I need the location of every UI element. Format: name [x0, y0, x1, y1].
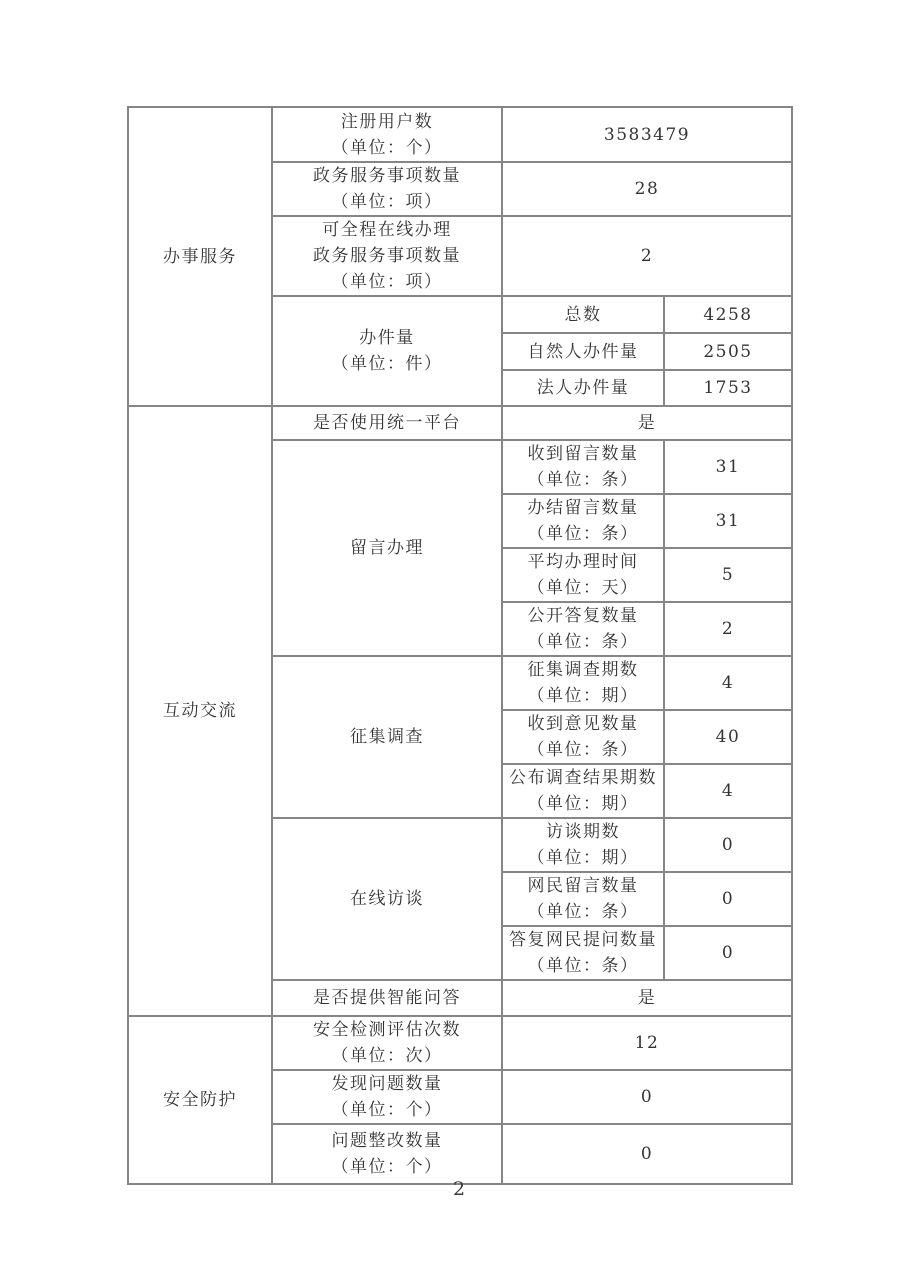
metric-label-cell: [272, 162, 502, 216]
sub-metric-label-cell: [502, 548, 664, 602]
metric-value-cell: 5: [664, 548, 792, 602]
group-label-cell: 留言办理: [272, 440, 502, 656]
page-number: 2: [452, 1178, 466, 1200]
metric-unit: （单位：条）: [527, 524, 639, 544]
metric-value-cell: 3583479: [502, 107, 792, 162]
metric-value-cell: 40: [664, 710, 792, 764]
metric-label: 公布调查结果期数: [509, 768, 657, 788]
metric-unit: （单位：条）: [527, 956, 639, 976]
metric-unit: （单位：期）: [527, 848, 639, 868]
category-cell-interaction: 互动交流: [128, 406, 272, 1016]
metric-value-cell: 是: [502, 406, 792, 440]
metric-label-cell: 是否提供智能问答: [272, 980, 502, 1016]
metric-unit: （单位：个）: [331, 1157, 443, 1177]
metric-value-cell: 2: [664, 602, 792, 656]
metric-value-cell: 31: [664, 494, 792, 548]
metric-unit: （单位：期）: [527, 794, 639, 814]
metric-label: 访谈期数: [546, 822, 620, 842]
metric-unit: （单位：期）: [527, 686, 639, 706]
metric-label: 安全检测评估次数: [313, 1020, 461, 1040]
metric-label: 注册用户数: [340, 111, 434, 132]
sub-metric-label-cell: 自然人办件量: [502, 333, 664, 370]
metric-label: 收到意见数量: [527, 714, 639, 734]
sub-metric-label-cell: [502, 764, 664, 818]
metric-value-cell: 0: [664, 818, 792, 872]
sub-metric-label-cell: 总数: [502, 296, 664, 333]
metric-value-cell: 0: [664, 926, 792, 980]
category-cell-security: 安全防护: [128, 1016, 272, 1184]
metric-label-cell: 是否使用统一平台: [272, 406, 502, 440]
metric-label: 政务服务事项数量: [313, 246, 461, 266]
category-cell-service: 办事服务: [128, 107, 272, 406]
metric-unit: （单位：件）: [331, 354, 443, 374]
metric-label-cell: [272, 107, 502, 162]
report-table: [127, 106, 793, 1185]
metric-value-cell: 1753: [664, 370, 792, 406]
metric-label-cell: [272, 1124, 502, 1184]
sub-metric-label-cell: [502, 818, 664, 872]
metric-unit: （单位：次）: [331, 1046, 443, 1066]
metric-value-cell: 0: [502, 1070, 792, 1124]
metric-label: 网民留言数量: [527, 876, 639, 896]
metric-unit: （单位：条）: [527, 632, 639, 652]
metric-value-cell: 是: [502, 980, 792, 1016]
metric-label: 平均办理时间: [527, 552, 639, 572]
metric-label: 可全程在线办理: [322, 220, 452, 240]
metric-value-cell: 0: [664, 872, 792, 926]
metric-label: 答复网民提问数量: [509, 930, 657, 950]
sub-metric-label-cell: [502, 494, 664, 548]
metric-label-cell: [272, 216, 502, 296]
sub-metric-label-cell: [502, 440, 664, 494]
metric-label-cell: [272, 1070, 502, 1124]
metric-label: 发现问题数量: [331, 1074, 443, 1094]
sub-metric-label-cell: [502, 602, 664, 656]
sub-metric-label-cell: [502, 656, 664, 710]
metric-unit: （单位：条）: [527, 470, 639, 490]
metric-label: 政务服务事项数量: [313, 166, 461, 186]
metric-unit: （单位：个）: [331, 137, 443, 158]
sub-metric-label-cell: [502, 926, 664, 980]
metric-unit: （单位：项）: [331, 272, 443, 292]
group-label-cell: 征集调查: [272, 656, 502, 818]
metric-value-cell: 4258: [664, 296, 792, 333]
metric-value-cell: 2: [502, 216, 792, 296]
metric-value-cell: 2505: [664, 333, 792, 370]
metric-label: 公开答复数量: [527, 606, 639, 626]
metric-unit: （单位：天）: [527, 578, 639, 598]
metric-label: 问题整改数量: [331, 1131, 443, 1151]
metric-value-cell: 4: [664, 656, 792, 710]
metric-label: 办件量: [359, 328, 415, 348]
metric-unit: （单位：条）: [527, 740, 639, 760]
metric-unit: （单位：个）: [331, 1100, 443, 1120]
metric-value-cell: 4: [664, 764, 792, 818]
metric-unit: （单位：项）: [331, 192, 443, 212]
group-label-cell: [272, 296, 502, 406]
metric-label-cell: [272, 1016, 502, 1070]
sub-metric-label-cell: [502, 872, 664, 926]
metric-value-cell: 12: [502, 1016, 792, 1070]
metric-unit: （单位：条）: [527, 902, 639, 922]
sub-metric-label-cell: 法人办件量: [502, 370, 664, 406]
metric-value-cell: 0: [502, 1124, 792, 1184]
metric-value-cell: 31: [664, 440, 792, 494]
metric-value-cell: 28: [502, 162, 792, 216]
sub-metric-label-cell: [502, 710, 664, 764]
metric-label: 收到留言数量: [527, 444, 639, 464]
metric-label: 办结留言数量: [527, 498, 639, 518]
metric-label: 征集调查期数: [527, 660, 639, 680]
group-label-cell: 在线访谈: [272, 818, 502, 980]
